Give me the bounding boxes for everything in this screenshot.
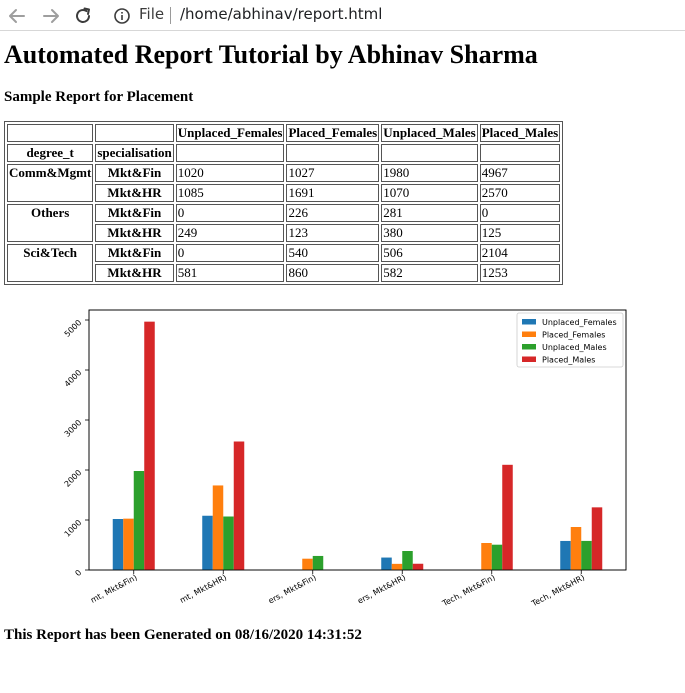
- column-header: [7, 124, 93, 142]
- table-header-row: [7, 124, 560, 142]
- value-cell: 0: [480, 204, 561, 222]
- bar: [481, 543, 492, 570]
- value-cell: 281: [381, 204, 477, 222]
- legend-label: Unplaced_Males: [542, 343, 607, 352]
- value-cell: 1027: [286, 164, 379, 182]
- column-header: Placed_Males: [481, 125, 559, 140]
- x-tick-label: mt, Mkt&HR): [178, 572, 229, 606]
- column-header: [95, 124, 173, 142]
- bar: [234, 442, 245, 571]
- url-separator: [170, 7, 171, 24]
- bar: [492, 545, 503, 570]
- value-cell: 226: [286, 204, 379, 222]
- report-subtitle: Sample Report for Placement: [4, 89, 194, 105]
- y-tick-label: 4000: [62, 368, 84, 389]
- spec-cell: Mkt&HR: [95, 184, 173, 202]
- back-button[interactable]: [4, 3, 30, 29]
- empty-cell: [381, 144, 477, 162]
- y-tick-label: 5000: [62, 318, 84, 339]
- index-name: degree_t: [7, 144, 93, 162]
- bar: [123, 519, 134, 570]
- x-tick-label: mt, Mkt&Fin): [89, 572, 139, 605]
- value-cell: 1020: [176, 164, 285, 182]
- bar: [213, 485, 224, 570]
- y-tick-label: 3000: [62, 418, 84, 439]
- arrow-left-icon: [4, 3, 30, 29]
- table-row: [7, 164, 560, 182]
- value-cell: 0: [176, 204, 285, 222]
- x-tick-label: Tech, Mkt&HR): [530, 572, 587, 609]
- column-header: Unplaced_Males: [383, 125, 476, 140]
- value-cell: 1070: [381, 184, 477, 202]
- value-cell: 0: [176, 244, 285, 262]
- value-cell: 249: [176, 224, 285, 242]
- browser-toolbar: [0, 0, 685, 31]
- value-cell: 125: [480, 224, 561, 242]
- reload-button[interactable]: [70, 3, 96, 29]
- y-tick-label: 2000: [62, 468, 84, 489]
- bar: [413, 564, 424, 570]
- legend-swatch: [522, 332, 536, 338]
- spec-cell: Mkt&Fin: [95, 244, 173, 262]
- empty-cell: [480, 144, 561, 162]
- degree-cell: Others: [7, 204, 93, 242]
- bar: [223, 517, 234, 571]
- bar: [571, 527, 582, 570]
- bar: [592, 507, 603, 570]
- bar-chart-svg: [4, 298, 684, 630]
- legend-swatch: [522, 319, 536, 325]
- degree-cell: Comm&Mgmt: [7, 164, 93, 202]
- degree-cell: Sci&Tech: [7, 244, 93, 282]
- site-info-icon[interactable]: [112, 6, 132, 26]
- value-cell: 1980: [381, 164, 477, 182]
- index-names-row: [7, 144, 560, 162]
- bar: [392, 564, 403, 570]
- address-bar[interactable]: /home/abhinav/report.html: [180, 5, 383, 23]
- legend-label: Unplaced_Females: [542, 318, 617, 327]
- bar: [302, 559, 313, 570]
- bar: [581, 541, 592, 570]
- page-title: Automated Report Tutorial by Abhinav Sharma: [4, 40, 538, 69]
- placement-chart: [4, 298, 684, 630]
- reload-icon: [70, 3, 96, 29]
- bar: [202, 516, 213, 570]
- value-cell: 123: [286, 224, 379, 242]
- y-tick-label: 0: [73, 568, 84, 579]
- bar: [134, 471, 145, 570]
- empty-cell: [286, 144, 379, 162]
- bar: [313, 556, 324, 570]
- legend-swatch: [522, 357, 536, 363]
- value-cell: 506: [381, 244, 477, 262]
- value-cell: 2570: [480, 184, 561, 202]
- x-tick-label: ers, Mkt&Fin): [266, 572, 318, 606]
- bar: [560, 541, 571, 570]
- bar: [402, 551, 413, 570]
- page-content: [4, 36, 684, 643]
- value-cell: 860: [286, 264, 379, 282]
- forward-button[interactable]: [38, 3, 64, 29]
- value-cell: 1691: [286, 184, 379, 202]
- url-scheme-label[interactable]: File: [139, 5, 165, 23]
- table-row: [7, 244, 560, 262]
- spec-cell: Mkt&HR: [95, 264, 173, 282]
- bar: [381, 558, 392, 570]
- value-cell: 582: [381, 264, 477, 282]
- legend-label: Placed_Males: [542, 355, 596, 365]
- value-cell: 1085: [176, 184, 285, 202]
- spec-cell: Mkt&Fin: [95, 204, 173, 222]
- value-cell: 581: [176, 264, 285, 282]
- value-cell: 540: [286, 244, 379, 262]
- x-tick-label: Tech, Mkt&Fin): [440, 572, 497, 609]
- generated-timestamp: This Report has been Generated on 08/16/2020 14:31:52: [4, 627, 362, 643]
- report-table: [4, 121, 563, 285]
- index-name: specialisation: [97, 145, 172, 160]
- value-cell: 4967: [480, 164, 561, 182]
- value-cell: 380: [381, 224, 477, 242]
- table-row: [7, 204, 560, 222]
- value-cell: 1253: [480, 264, 561, 282]
- column-header: Unplaced_Females: [177, 125, 283, 140]
- legend-swatch: [522, 344, 536, 350]
- empty-cell: [176, 144, 285, 162]
- x-tick-label: ers, Mkt&HR): [356, 572, 408, 606]
- legend-label: Placed_Females: [542, 330, 606, 340]
- y-tick-label: 1000: [62, 518, 84, 539]
- bar: [113, 519, 124, 570]
- bar: [144, 322, 155, 570]
- spec-cell: Mkt&Fin: [95, 164, 173, 182]
- value-cell: 2104: [480, 244, 561, 262]
- arrow-right-icon: [38, 3, 64, 29]
- column-header: Placed_Females: [288, 125, 378, 140]
- bar: [502, 465, 513, 570]
- spec-cell: Mkt&HR: [95, 224, 173, 242]
